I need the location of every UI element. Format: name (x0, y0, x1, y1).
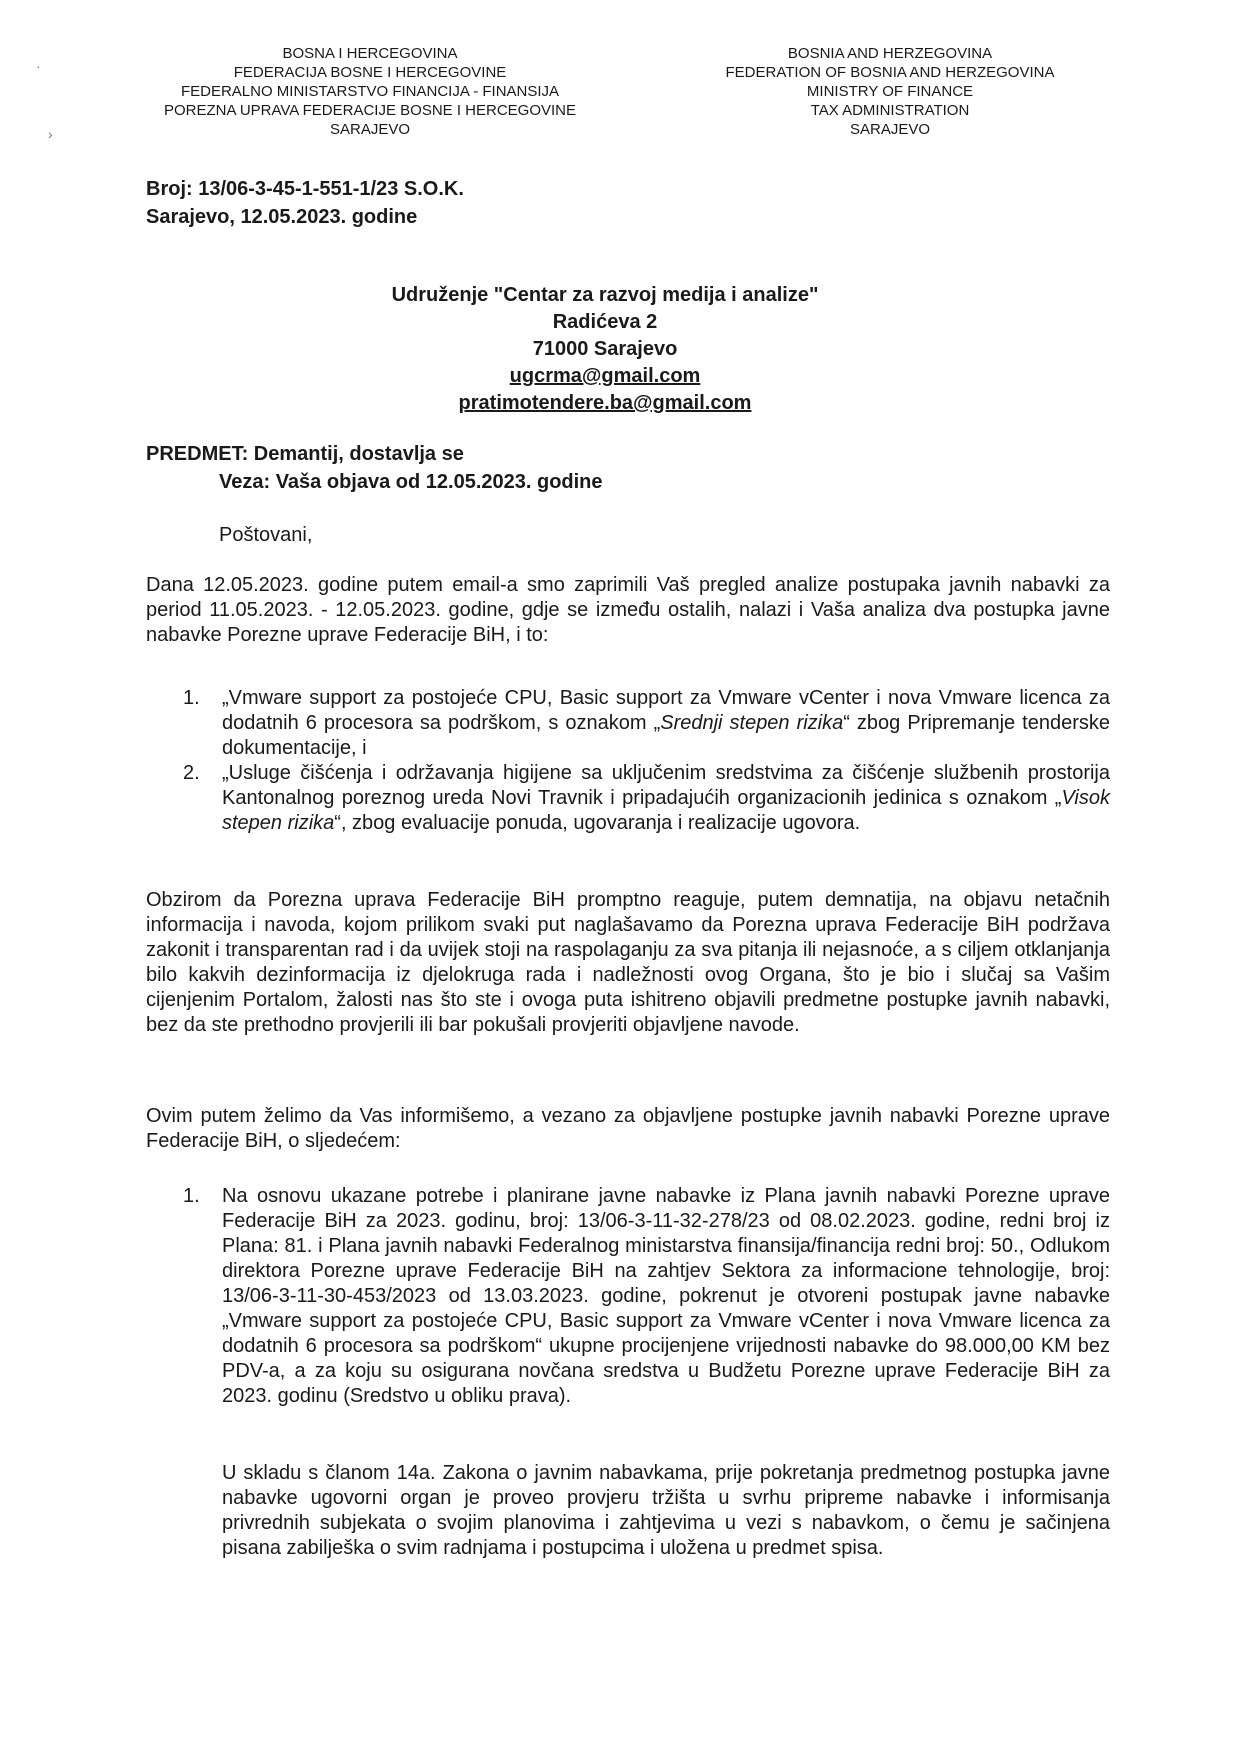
list-number: 1. (183, 687, 200, 709)
list-text: „Usluge čišćenja i održavanja higijene sa uključenim sredstvima za čišćenje službenih prostorija Kantonalnog poreznog ureda Novi Travnik i pripadajućih organizacionih jedinica s oznakom „ (222, 762, 1110, 809)
recipient-name: Udruženje "Centar za razvoj medija i analize" (391, 284, 819, 306)
letterhead-line: BOSNA I HERCEGOVINA (282, 45, 458, 62)
list-text: “, zbog evaluacije ponuda, ugovaranja i realizacije ugovora. (334, 812, 861, 834)
body-paragraph: Ovim putem želimo da Vas informišemo, a vezano za objavljene postupke javnih nabavki Porezne uprave Federacije BiH, o sljedećem: (146, 1105, 1110, 1152)
list-text: “ zbog Pripremanje tenderske dokumentacije, i (222, 712, 1110, 759)
body-paragraph: Dana 12.05.2023. godine putem email-a smo zaprimili Vaš pregled analize postupaka javnih nabavki za period 11.05.2023. - 12.05.2023. godine, gdje se između ostalih, nalazi i Vaša analiza dva postupka javne nabavke Porezne uprave Federacije BiH, i to: (146, 574, 1110, 646)
list-text: Na osnovu ukazane potrebe i planirane javne nabavke iz Plana javnih nabavki Porezne uprave Federacije BiH za 2023. godinu, broj: 13/06-3-11-32-278/23 od 08.02.2023. godine, redni broj iz Plana: 81. i Plana javnih nabavki Federalnog ministarstva finansija/financija redni broj: 50., Odlukom direktora Porezne uprave Federacije BiH na zahtjev Sektora za informacione tehnologije, broj: 13/06-3-11-30-453/2023 od 13.03.2023. godine, pokrenut je otvoreni postupak javne nabavke „Vmware support za postojeće CPU, Basic support za Vmware vCenter i nova Vmware licenca za dodatnih 6 procesora sa podrškom“ ukupne procijenjene vrijednosti nabavke do 98.000,00 KM bez PDV-a, a za koju su osigurana novčana sredstva u Budžetu Porezne uprave Federacije BiH za 2023. godinu (Sredstvo u obliku prava). (222, 1185, 1110, 1407)
letterhead-line: TAX ADMINISTRATION (810, 102, 970, 119)
analysis-list (146, 686, 1110, 836)
letterhead-english (690, 44, 1090, 139)
letterhead-line: BOSNIA AND HERZEGOVINA (787, 45, 993, 62)
letterhead-line: MINISTRY OF FINANCE (806, 83, 974, 100)
scan-artifact-mark: · (36, 58, 41, 74)
letterhead-line: FEDERALNO MINISTARSTVO FINANCIJA - FINANSIJA (180, 83, 560, 100)
list-number: 2. (183, 762, 200, 784)
place-date: Sarajevo, 12.05.2023. godine (146, 206, 418, 228)
body-paragraph: U skladu s članom 14a. Zakona o javnim nabavkama, prije pokretanja predmetnog postupka javne nabavke ugovorni organ je proveo provjeru tržišta u svrhu pripreme nabavke i informisanja privrednih subjekata o svojim planovima i zahtjevima u vezi s nabavkom, o čemu je sačinjena pisana zabilješka o svim radnjama i postupcima i uložena u predmet spisa. (222, 1462, 1110, 1559)
reference-block (146, 175, 464, 231)
risk-label: Srednji stepen rizika (660, 712, 844, 734)
letterhead-line: FEDERACIJA BOSNE I HERCEGOVINE (233, 64, 507, 81)
recipient-address (380, 282, 830, 417)
explanation-list (146, 1184, 1110, 1409)
letterhead-local (120, 44, 620, 139)
recipient-city: 71000 Sarajevo (532, 338, 678, 360)
subject-reference: Veza: Vaša objava od 12.05.2023. godine (219, 471, 603, 493)
list-number: 1. (183, 1185, 200, 1207)
reference-number: Broj: 13/06-3-45-1-551-1/23 S.O.K. (146, 178, 464, 200)
body-paragraph: Obzirom da Porezna uprava Federacije BiH promptno reaguje, putem demnatija, na objavu netačnih informacija i navoda, kojom prilikom svaki put naglašavamo da Porezna uprava Federacije BiH podržava zakonit i transparentan rad i da uvijek stoji na raspolaganju za sva pitanja ili nejasnoće, a s ciljem otklanjanja bilo kakvih dezinformacija iz djelokruga rada i nadležnosti ovog Organa, što je bio i slučaj sa Vašim cijenjenim Portalom, žalosti nas što ste i ovoga puta ishitreno objavili predmetne postupke javnih nabavki, bez da ste prethodno provjerili ili bar pokušali provjeriti objavljene navode. (146, 889, 1110, 1036)
letterhead-line: POREZNA UPRAVA FEDERACIJE BOSNE I HERCEGOVINE (163, 102, 577, 119)
list-text: „Vmware support za postojeće CPU, Basic support za Vmware vCenter i nova Vmware licenca za dodatnih 6 procesora sa podrškom, s oznakom „ (222, 687, 1110, 734)
letterhead-line: SARAJEVO (849, 121, 931, 138)
list-item (146, 761, 1110, 836)
letterhead-line: FEDERATION OF BOSNIA AND HERZEGOVINA (725, 64, 1055, 81)
subject-block (146, 440, 603, 496)
scan-artifact-mark: › (48, 126, 53, 142)
recipient-email-link[interactable]: ugcrma@gmail.com (509, 365, 701, 387)
list-item (146, 686, 1110, 761)
letterhead-line: SARAJEVO (329, 121, 411, 138)
list-item (146, 1184, 1110, 1409)
subject-line: PREDMET: Demantij, dostavlja se (146, 443, 464, 465)
recipient-email-link[interactable]: pratimotendere.ba@gmail.com (458, 392, 752, 414)
greeting: Poštovani, (219, 524, 313, 546)
recipient-street: Radićeva 2 (552, 311, 658, 333)
risk-label: Visok stepen rizika (222, 787, 1110, 834)
